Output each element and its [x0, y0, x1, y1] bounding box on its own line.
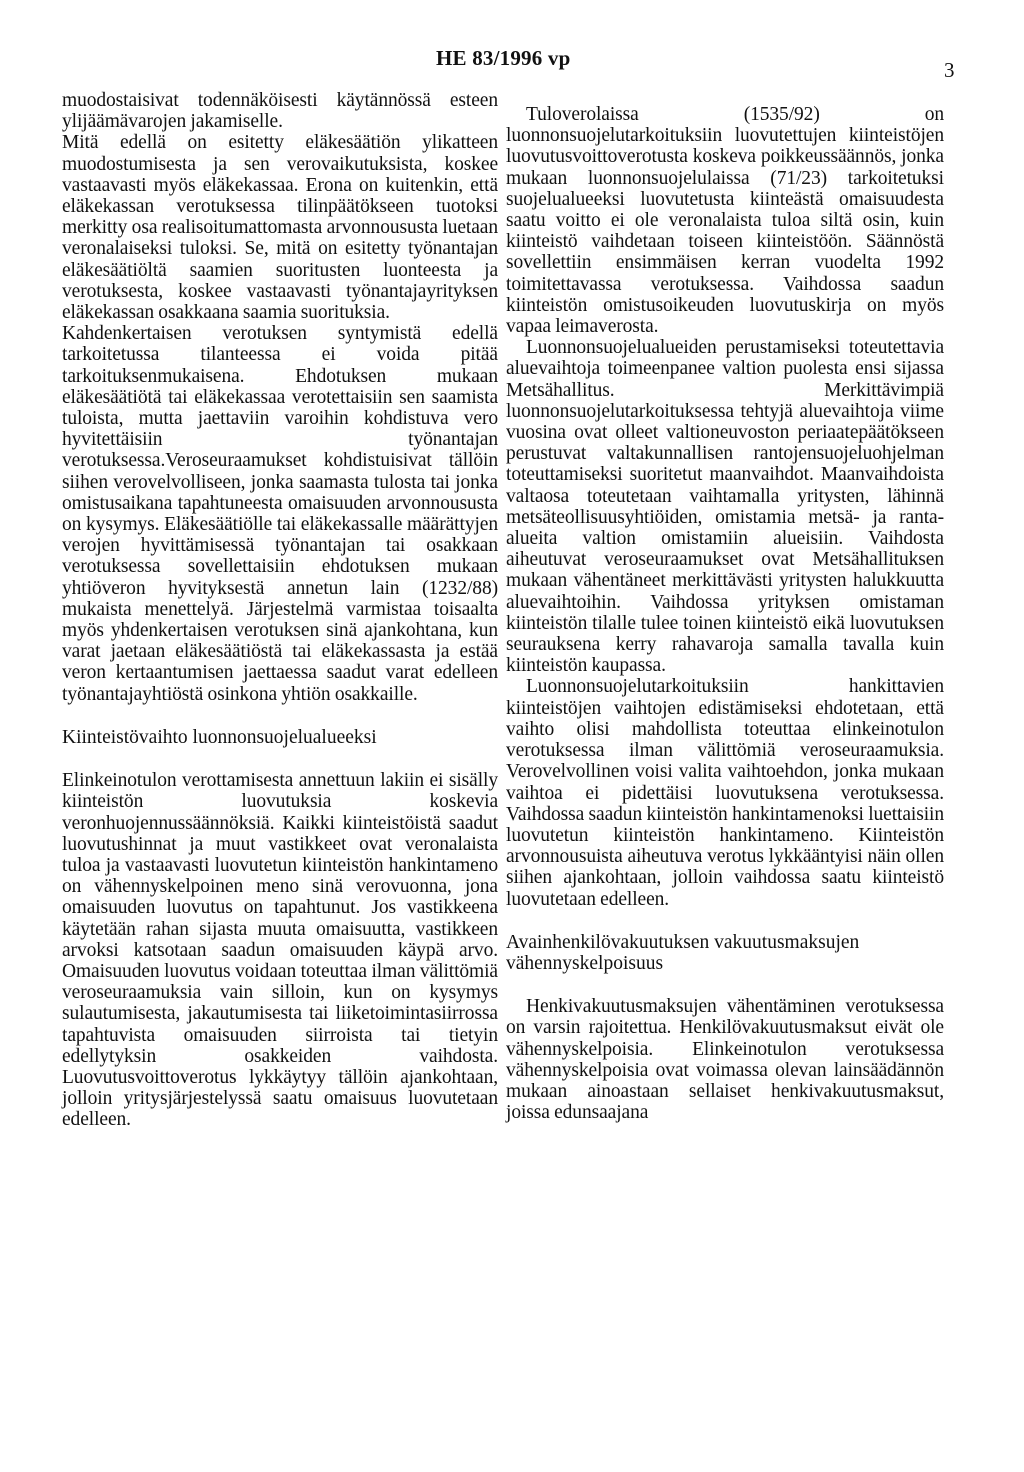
page-number: 3 [944, 58, 955, 82]
section-heading: Kiinteistövaihto luonnonsuojelualueeksi [62, 726, 377, 748]
paragraph: Kahdenkertaisen verotuksen syntymistä edellä tarkoitetussa tilanteessa ei voida pitää tarkoituksenmukaisena. Ehdotuksen mukaan eläkesäätiötä tai eläkekassaa verotettaisiin sen saamista tuloista, mutta jaettaviin varoihin kohdistuva vero hyvitettäisiin työnantajan verotuksessa.Veroseuraamukset kohdistuisivat tällöin siihen verovelvolliseen, jonka saamasta tulosta tai jonka omistusaikana tapahtuneesta omaisuuden arvonnoususta on kysymys. Eläkesäätiölle tai eläkekassalle määrättyjen verojen hyvittämisessä työnantajan tai osakkaan verotuksessa sovellettaisiin ehdotuksen mukaan yhtiöveron hyvityksestä annetun lain (1232/88) mukaista menettelyä. Järjestelmä varmistaa toisaalta myös yhdenkertaisen verotuksen sinä ajankohtana, kun varat jaetaan eläkesäätiöstä tai eläkekassasta ja estää veron kertaantumisen jaettaessa saadut varat edelleen työnantajayhtiöstä osinkona yhtiön osakkaille. [62, 323, 498, 705]
paragraph: Luonnonsuojelualueiden perustamiseksi toteutettavia aluevaihtoja toimeenpanee valtion puolesta ensi sijassa Metsähallitus. Merkittävimpiä luonnonsuojelutarkoituksessa tehtyjä aluevaihtoja viime vuosina ovat olleet valtioneuvoston periaatepäätökseen perustuvat valtakunnallisen rantojensuojeluohjelman toteuttamiseksi suoritetut maanvaihdot. Maanvaihdoista valtaosa toteutetaan vaihtamalla yritysten, lähinnä metsäteollisuusyhtiöiden, omistamia metsä- ja ranta-alueita valtion omistamiin alueisiin. Vaihdosta aiheutuvat veroseuraamukset ovat Metsähallituksen mukaan vähentäneet merkittävästi yritysten halukkuutta aluevaihtoihin. Vaihdossa yrityksen omistaman kiinteistön tilalle tulee toinen kiinteistö eikä luovutuksen seurauksena kerry rahavaroja samalla tavalla kuin kiinteistön kaupassa. [506, 337, 944, 677]
right-column [506, 104, 944, 1123]
paragraph: Luonnonsuojelutarkoituksiin hankittavien kiinteistöjen vaihtojen edistämiseksi ehdotetaan, että vaihto olisi mahdollista toteuttaa elinkeinotulon verotuksessa ilman välittömiä veroseuraamuksia. Verovelvollinen voisi valita vaihtoehdon, jonka mukaan vaihtoa ei pidettäisi luovutuksena verotuksessa. Vaihdossa saadun kiinteistön hankintamenoksi luettaisiin luovutetun kiinteistön hankintameno. Kiinteistön arvonnousuista aiheutuva verotus lykkääntyisi näin ollen siihen ajankohtaan, jolloin vaihdossa saatu kiinteistö luovutetaan edelleen. [506, 676, 944, 910]
section-heading: Avainhenkilövakuutuksen vakuutusmaksujen vähennyskelpoisuus [506, 931, 860, 974]
paragraph: Mitä edellä on esitetty eläkesäätiön ylikatteen muodostumisesta ja sen verovaikutuksista, koskee vastaavasti myös eläkekassaa. Erona on kuitenkin, että eläkekassan verotuksessa tilinpäätökseen tuotoksi merkitty osa realisoitumattomasta arvonnoususta luetaan veronalaiseksi tuloksi. Se, mitä on esitetty työnantajan eläkesäätiöltä saamien suoritusten luonteesta ja verotuksesta, koskee vastaavasti työnantajayrityksen eläkekassan osakkaana saamia suorituksia. [62, 132, 498, 324]
paragraph: Elinkeinotulon verottamisesta annettuun lakiin ei sisälly kiinteistön luovutuksia koskevia veronhuojennussäännöksiä. Kaikki kiinteistöistä saadut luovutushinnat ja muut vastikkeet ovat veronalaista tuloa ja vastaavasti luovutetun kiinteistön hankintameno on vähennyskelpoinen meno sinä verovuonna, jona omaisuuden luovutus on tapahtunut. Jos vastikkeena käytetään rahan sijasta muuta omaisuutta, vastikkeen arvoksi katsotaan saadun omaisuuden käypä arvo. Omaisuuden luovutus voidaan toteuttaa ilman välittömiä veroseuraamuksia vain silloin, kun on kysymys sulautumisesta, jakautumisesta tai liiketoimintasiirrossa tapahtuvista omaisuuden siirroista tai tietyin edellytyksin osakkeiden vaihdosta. Luovutusvoittoverotus lykkäytyy tällöin ajankohtaan, jolloin yritysjärjestelyssä saatu omaisuus luovutetaan edelleen. [62, 770, 498, 1131]
left-column [62, 90, 498, 1131]
paragraph: Tuloverolaissa (1535/92) on luonnonsuojelutarkoituksiin luovutettujen kiinteistöjen luovutusvoittoverotusta koskeva poikkeussäännös, jonka mukaan luonnonsuojelulaissa (71/23) tarkoitetuksi suojelualueeksi luovutetusta kiinteästä omaisuudesta saatu voitto ei ole veronalaista tuloa siltä osin, kuin kiinteistö vaihdetaan toiseen kiinteistöön. Säännöstä sovellettiin ensimmäisen kerran vuodelta 1992 toimitettavassa verotuksessa. Vaihdossa saadun kiinteistön omistusoikeuden luovutuskirja on myös vapaa leimaverosta. [506, 104, 944, 338]
document-header: HE 83/1996 vp [436, 46, 571, 70]
paragraph: muodostaisivat todennäköisesti käytännössä esteen ylijäämävarojen jakamiselle. [62, 90, 498, 133]
paragraph: Henkivakuutusmaksujen vähentäminen verotuksessa on varsin rajoitettua. Henkilövakuutusmaksut eivät ole vähennyskelpoisia. Elinkeinotulon verotuksessa vähennyskelpoisia ovat voimassa olevan lainsäädännön mukaan ainoastaan sellaiset henkivakuutusmaksut, joissa edunsaajana [506, 996, 944, 1124]
